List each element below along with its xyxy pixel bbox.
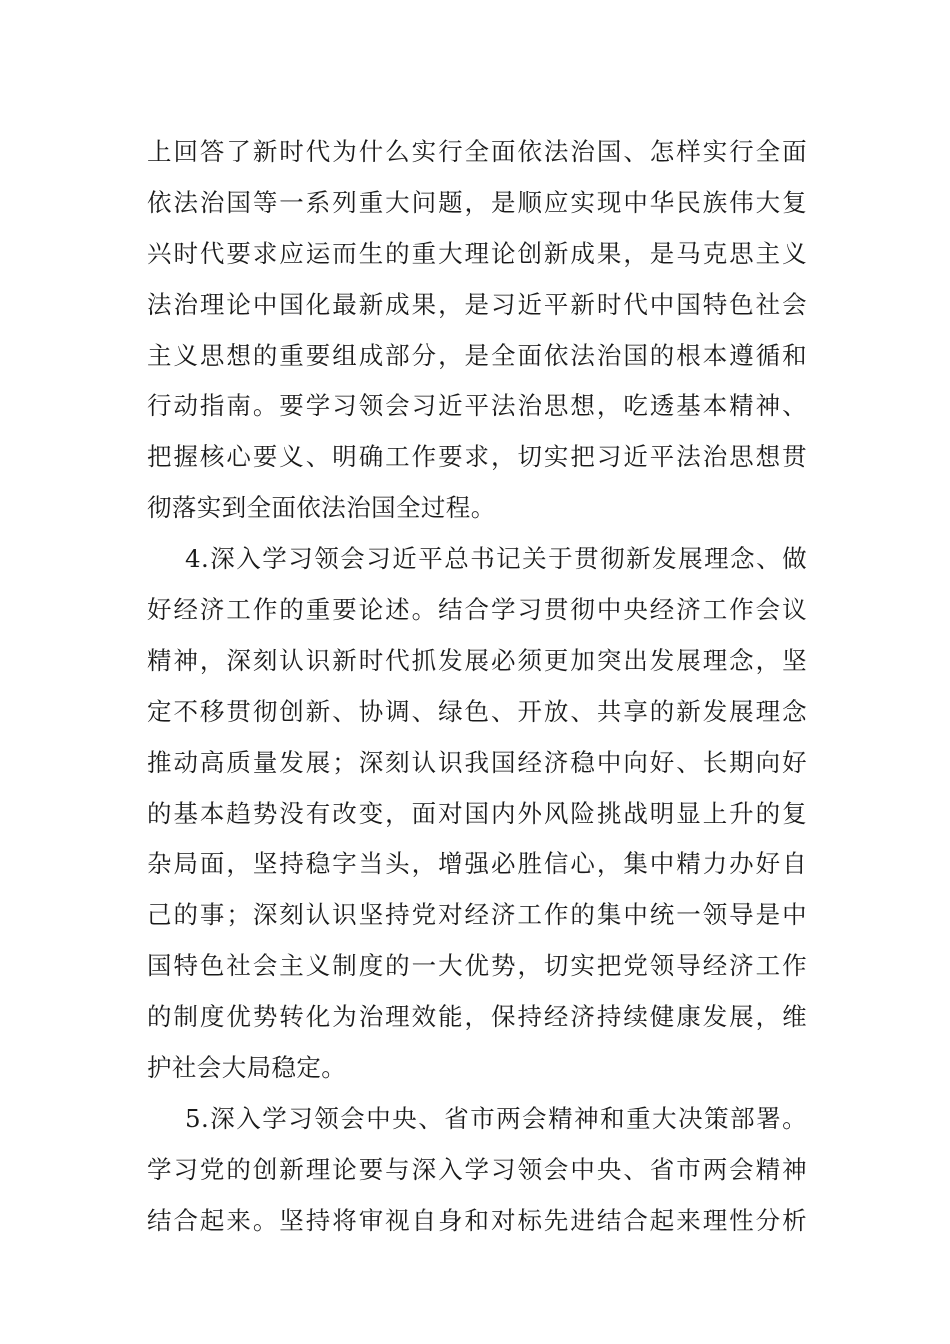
text-line: 4.深入学习领会习近平总书记关于贯彻新发展理念、做: [185, 544, 807, 574]
text-line: 主义思想的重要组成部分，是全面依法治国的根本遵循和: [147, 340, 807, 370]
paragraph-1: [147, 127, 807, 534]
text-line: 己的事；深刻认识坚持党对经济工作的集中统一领导是中: [147, 900, 807, 930]
text-line: 护社会大局稳定。: [147, 1053, 347, 1083]
text-line: 上回答了新时代为什么实行全面依法治国、怎样实行全面: [147, 137, 807, 166]
text-line: 5.深入学习领会中央、省市两会精神和重大决策部署。: [185, 1103, 807, 1133]
text-line: 好经济工作的重要论述。结合学习贯彻中央经济工作会议: [147, 595, 807, 625]
paragraph-3: [147, 1094, 807, 1247]
text-line: 彻落实到全面依法治国全过程。: [147, 493, 496, 523]
text-line: 行动指南。要学习领会习近平法治思想，吃透基本精神、: [147, 391, 807, 421]
text-line: 精神，深刻认识新时代抓发展必须更加突出发展理念，坚: [147, 645, 807, 675]
text-line: 推动高质量发展；深刻认识我国经济稳中向好、长期向好: [147, 747, 807, 777]
text-line: 依法治国等一系列重大问题，是顺应实现中华民族伟大复: [147, 187, 807, 217]
text-line: 把握核心要义、明确工作要求，切实把习近平法治思想贯: [147, 442, 807, 472]
document-body: [147, 127, 807, 1247]
text-line: 杂局面，坚持稳字当头，增强必胜信心，集中精力办好自: [147, 849, 807, 879]
text-line: 兴时代要求应运而生的重大理论创新成果，是马克思主义: [147, 238, 807, 268]
paragraph-2: [147, 534, 807, 1094]
text-line: 定不移贯彻创新、协调、绿色、开放、共享的新发展理念: [147, 696, 807, 726]
text-line: 法治理论中国化最新成果，是习近平新时代中国特色社会: [147, 289, 807, 319]
text-line: 结合起来。坚持将审视自身和对标先进结合起来理性分析: [147, 1205, 807, 1235]
text-line: 的制度优势转化为治理效能，保持经济持续健康发展，维: [147, 1002, 807, 1032]
text-line: 学习党的创新理论要与深入学习领会中央、省市两会精神: [147, 1154, 807, 1184]
text-line: 国特色社会主义制度的一大优势，切实把党领导经济工作: [147, 951, 807, 981]
text-line: 的基本趋势没有改变，面对国内外风险挑战明显上升的复: [147, 798, 807, 828]
